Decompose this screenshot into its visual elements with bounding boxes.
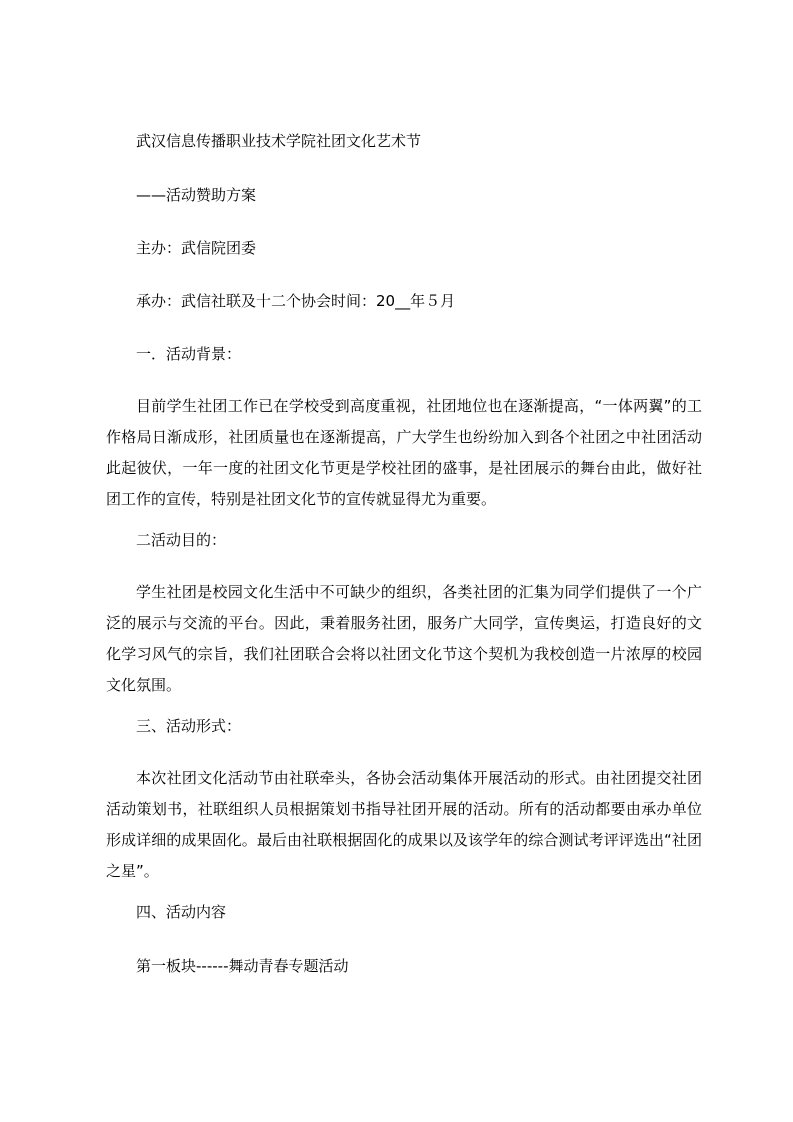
section-heading-purpose: 二活动目的：: [136, 531, 227, 549]
section-body-purpose: 学生社团是校园文化生活中不可缺少的组织，各类社团的汇集为同学们提供了一个广泛的展示与交流的平台。因此，秉着服务社团，服务广大同学，宣传奥运，打造良好的文化学习风气的宗旨，我们社团联合会将以社团文化节这个契机为我校创造一片浓厚的校园文化氛围。: [106, 583, 702, 694]
section-heading-background: 一．活动背景：: [136, 345, 242, 363]
content-block-1: 第一板块------舞动青春专题活动: [136, 957, 349, 975]
section-heading-content: 四、活动内容: [136, 903, 227, 921]
organizer-line: 主办：武信院团委: [136, 239, 257, 257]
section-body-format: 本次社团文化活动节由社联牵头，各协会活动集体开展活动的形式。由社团提交社团活动策划书，社联组织人员根据策划书指导社团开展的活动。所有的活动都要由承办单位形成详细的成果固化。最后由社联根据固化的成果以及该学年的综合测试考评评选出“社团之星”。: [106, 769, 702, 880]
section-body-background: 目前学生社团工作已在学校受到高度重视，社团地位也在逐渐提高，“一体两翼”的工作格局日渐成形，社团质量也在逐渐提高，广大学生也纷纷加入到各个社团之中社团活动此起彼伏，一年一度的社团文化节更是学校社团的盛事，是社团展示的舞台由此，做好社团工作的宣传，特别是社团文化节的宣传就显得尤为重要。: [106, 397, 702, 508]
section-heading-format: 三、活动形式：: [136, 717, 242, 735]
document-title: 武汉信息传播职业技术学院社团文化艺术节: [136, 132, 422, 150]
document-subtitle: ——活动赞助方案: [136, 186, 257, 204]
co-organizer-line: 承办：武信社联及十二个协会时间：20__年５月: [136, 292, 456, 310]
